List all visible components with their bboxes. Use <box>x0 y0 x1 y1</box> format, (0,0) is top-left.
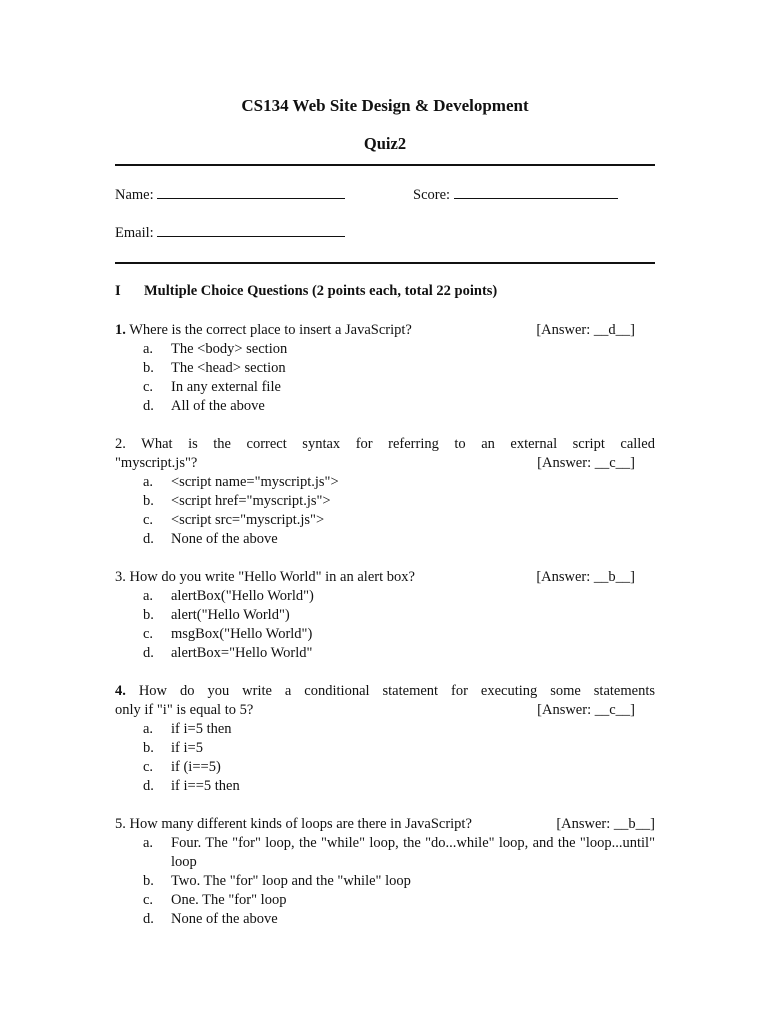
question-2 <box>115 435 655 549</box>
option-text: alertBox="Hello World" <box>171 645 313 661</box>
option-b <box>115 872 655 891</box>
option-c <box>115 625 655 644</box>
answer-label: [Answer: __d__] <box>536 322 635 338</box>
option-text: if i==5 then <box>171 778 240 794</box>
question-text: How many different kinds of loops are there in JavaScript? <box>125 816 472 832</box>
email-label: Email: <box>115 225 158 241</box>
option-letter: d. <box>143 398 154 414</box>
option-text: Four. The "for" loop, the "while" loop, the "do...while" loop, and the "loop...until" loop <box>171 835 655 870</box>
option-letter: a. <box>143 835 154 851</box>
option-text: msgBox("Hello World") <box>171 626 313 642</box>
option-letter: d. <box>143 778 154 794</box>
section-heading <box>115 283 497 300</box>
option-a <box>115 834 655 872</box>
question-text: Where is the correct place to insert a JavaScript? <box>125 322 412 338</box>
score-field <box>413 186 618 204</box>
page-title: CS134 Web Site Design & Development <box>241 96 529 115</box>
option-letter: c. <box>143 892 154 908</box>
answer-label: [Answer: __c__] <box>537 702 635 718</box>
top-divider <box>115 164 655 166</box>
email-field <box>115 224 345 242</box>
page-subtitle: Quiz2 <box>363 134 407 153</box>
option-d <box>115 644 655 663</box>
name-field <box>115 186 345 204</box>
section-number: I <box>115 283 121 299</box>
option-letter: c. <box>143 512 154 528</box>
option-c <box>115 378 655 397</box>
question-number: 3. <box>115 569 126 585</box>
score-label: Score: <box>413 187 454 203</box>
question-line <box>115 321 655 340</box>
question-line-2 <box>115 701 655 720</box>
option-letter: b. <box>143 360 154 376</box>
option-c <box>115 891 655 910</box>
name-label: Name: <box>115 187 158 203</box>
answer-label: [Answer: __b__] <box>536 569 635 585</box>
option-b <box>115 492 655 511</box>
option-a <box>115 473 655 492</box>
question-text-2: only if "i" is equal to 5? <box>115 702 254 718</box>
question-5 <box>115 815 655 929</box>
option-text: Two. The "for" loop and the "while" loop <box>171 873 411 889</box>
question-line <box>115 682 655 701</box>
option-text: if i=5 <box>171 740 203 756</box>
score-blank[interactable] <box>454 186 618 199</box>
option-b <box>115 739 655 758</box>
option-text: One. The "for" loop <box>171 892 287 908</box>
option-b <box>115 359 655 378</box>
question-3 <box>115 568 655 663</box>
option-letter: b. <box>143 493 154 509</box>
option-letter: c. <box>143 626 154 642</box>
option-b <box>115 606 655 625</box>
question-line <box>115 815 655 834</box>
option-text: <script src="myscript.js"> <box>171 512 325 528</box>
section-title: Multiple Choice Questions (2 points each, total 22 points) <box>144 283 498 299</box>
email-blank[interactable] <box>157 224 345 237</box>
bottom-divider <box>115 262 655 264</box>
question-line-2 <box>115 454 655 473</box>
option-letter: d. <box>143 911 154 927</box>
option-text: <script name="myscript.js"> <box>171 474 339 490</box>
answer-label: [Answer: __b__] <box>556 816 655 832</box>
option-letter: d. <box>143 531 154 547</box>
question-number: 5. <box>115 816 126 832</box>
option-letter: b. <box>143 607 154 623</box>
option-text: None of the above <box>171 911 278 927</box>
question-number: 4. <box>115 683 126 699</box>
question-text-2: "myscript.js"? <box>115 455 198 471</box>
question-text: What is the correct syntax for referring to an external script called <box>125 436 655 452</box>
name-blank[interactable] <box>157 186 345 199</box>
option-text: All of the above <box>171 398 265 414</box>
option-d <box>115 530 655 549</box>
option-text: if (i==5) <box>171 759 221 775</box>
option-letter: a. <box>143 474 154 490</box>
option-a <box>115 340 655 359</box>
option-a <box>115 587 655 606</box>
option-letter: a. <box>143 588 154 604</box>
option-letter: b. <box>143 740 154 756</box>
option-d <box>115 397 655 416</box>
option-text: alert("Hello World") <box>171 607 290 623</box>
option-c <box>115 758 655 777</box>
option-text: The <head> section <box>171 360 286 376</box>
option-letter: b. <box>143 873 154 889</box>
question-line <box>115 435 655 454</box>
option-text: if i=5 then <box>171 721 232 737</box>
option-text: In any external file <box>171 379 281 395</box>
option-text: The <body> section <box>171 341 288 357</box>
option-letter: c. <box>143 379 154 395</box>
option-c <box>115 511 655 530</box>
question-number: 1. <box>115 322 126 338</box>
option-d <box>115 910 655 929</box>
option-d <box>115 777 655 796</box>
option-a <box>115 720 655 739</box>
question-text: How do you write a conditional statement for executing some statements <box>125 683 655 699</box>
option-letter: a. <box>143 721 154 737</box>
question-4 <box>115 682 655 796</box>
answer-label: [Answer: __c__] <box>537 455 635 471</box>
question-text: How do you write "Hello World" in an alert box? <box>125 569 415 585</box>
option-text: None of the above <box>171 531 278 547</box>
question-1 <box>115 321 655 416</box>
question-number: 2. <box>115 436 126 452</box>
option-letter: a. <box>143 341 154 357</box>
option-letter: d. <box>143 645 154 661</box>
option-letter: c. <box>143 759 154 775</box>
option-text: alertBox("Hello World") <box>171 588 314 604</box>
option-text: <script href="myscript.js"> <box>171 493 331 509</box>
question-line <box>115 568 655 587</box>
